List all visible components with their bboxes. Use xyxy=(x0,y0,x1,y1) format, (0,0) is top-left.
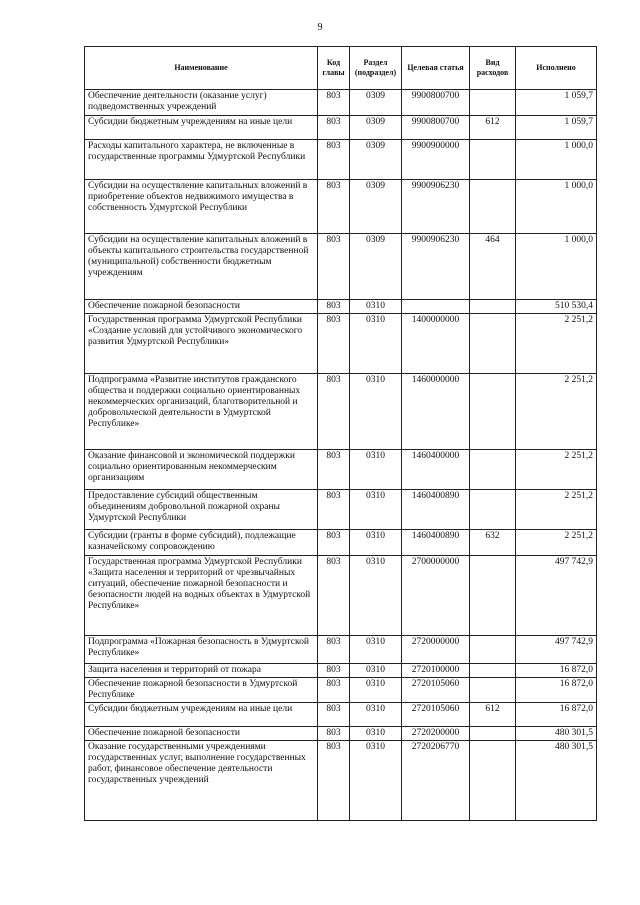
row-name: Государственная программа Удмуртской Республики «Создание условий для устойчивого экономического развития Удмуртской Республики» xyxy=(85,314,318,374)
table-row xyxy=(85,727,597,741)
row-code: 803 xyxy=(318,664,350,678)
row-section: 0309 xyxy=(350,140,402,180)
row-target: 1460400890 xyxy=(402,530,470,556)
table-row xyxy=(85,490,597,530)
row-amount: 1 059,7 xyxy=(516,116,597,140)
row-type xyxy=(470,556,516,636)
table-row xyxy=(85,314,597,374)
row-name: Подпрограмма «Развитие институтов гражданского общества и поддержки социально ориентированных некоммерческих организаций, благотворительной и добровольческой деятельности в Удмуртской Республике» xyxy=(85,374,318,450)
row-name: Обеспечение пожарной безопасности в Удмуртской Республике xyxy=(85,678,318,703)
row-target: 2720206770 xyxy=(402,741,470,821)
row-target: 2720100000 xyxy=(402,664,470,678)
row-amount: 1 000,0 xyxy=(516,140,597,180)
header-code: Код главы xyxy=(318,47,350,90)
row-amount: 2 251,2 xyxy=(516,490,597,530)
row-section: 0310 xyxy=(350,703,402,727)
row-target: 9900906230 xyxy=(402,234,470,300)
row-section: 0309 xyxy=(350,234,402,300)
row-target: 2720105060 xyxy=(402,703,470,727)
row-section: 0310 xyxy=(350,490,402,530)
table-row xyxy=(85,556,597,636)
row-type xyxy=(470,636,516,664)
row-code: 803 xyxy=(318,300,350,314)
row-type: 632 xyxy=(470,530,516,556)
table-row xyxy=(85,664,597,678)
row-name: Обеспечение деятельности (оказание услуг) подведомственных учреждений xyxy=(85,90,318,116)
row-type xyxy=(470,490,516,530)
table-row xyxy=(85,678,597,703)
table-row xyxy=(85,90,597,116)
row-code: 803 xyxy=(318,530,350,556)
row-target: 9900906230 xyxy=(402,180,470,234)
table-row xyxy=(85,300,597,314)
row-type xyxy=(470,664,516,678)
row-name: Расходы капитального характера, не включенные в государственные программы Удмуртской Республики xyxy=(85,140,318,180)
row-type xyxy=(470,450,516,490)
row-type xyxy=(470,140,516,180)
table-row xyxy=(85,116,597,140)
row-code: 803 xyxy=(318,140,350,180)
row-section: 0310 xyxy=(350,450,402,490)
row-type xyxy=(470,374,516,450)
row-code: 803 xyxy=(318,374,350,450)
row-name: Субсидии бюджетным учреждениям на иные цели xyxy=(85,116,318,140)
row-amount: 510 530,4 xyxy=(516,300,597,314)
row-amount: 480 301,5 xyxy=(516,741,597,821)
row-target: 2720200000 xyxy=(402,727,470,741)
row-type: 612 xyxy=(470,116,516,140)
row-code: 803 xyxy=(318,116,350,140)
row-amount: 16 872,0 xyxy=(516,664,597,678)
row-code: 803 xyxy=(318,180,350,234)
table-row xyxy=(85,703,597,727)
row-amount: 1 000,0 xyxy=(516,180,597,234)
row-target: 2700000000 xyxy=(402,556,470,636)
row-type xyxy=(470,180,516,234)
table-row xyxy=(85,741,597,821)
row-name: Подпрограмма «Пожарная безопасность в Удмуртской Республике» xyxy=(85,636,318,664)
row-code: 803 xyxy=(318,314,350,374)
row-amount: 2 251,2 xyxy=(516,450,597,490)
row-name: Обеспечение пожарной безопасности xyxy=(85,727,318,741)
row-target: 1400000000 xyxy=(402,314,470,374)
row-section: 0310 xyxy=(350,556,402,636)
row-name: Защита населения и территорий от пожара xyxy=(85,664,318,678)
header-done: Исполнено xyxy=(516,47,597,90)
row-name: Оказание финансовой и экономической поддержки социально ориентированным некоммерческим организациям xyxy=(85,450,318,490)
row-type xyxy=(470,314,516,374)
row-type xyxy=(470,90,516,116)
table-row xyxy=(85,234,597,300)
row-target: 1460000000 xyxy=(402,374,470,450)
row-section: 0310 xyxy=(350,678,402,703)
row-code: 803 xyxy=(318,490,350,530)
row-code: 803 xyxy=(318,741,350,821)
row-type xyxy=(470,741,516,821)
row-amount: 1 059,7 xyxy=(516,90,597,116)
row-code: 803 xyxy=(318,727,350,741)
row-section: 0310 xyxy=(350,664,402,678)
row-name: Субсидии (гранты в форме субсидий), подлежащие казначейскому сопровождению xyxy=(85,530,318,556)
table-row xyxy=(85,530,597,556)
row-code: 803 xyxy=(318,556,350,636)
row-target: 1460400000 xyxy=(402,450,470,490)
table-row xyxy=(85,450,597,490)
row-code: 803 xyxy=(318,90,350,116)
header-name: Наименование xyxy=(85,47,318,90)
header-target: Целевая статья xyxy=(402,47,470,90)
table-row xyxy=(85,636,597,664)
row-amount: 1 000,0 xyxy=(516,234,597,300)
row-type: 612 xyxy=(470,703,516,727)
row-name: Субсидии на осуществление капитальных вложений в объекты капитального строительства государственной (муниципальной) собственности бюджетным учреждениям xyxy=(85,234,318,300)
row-amount: 16 872,0 xyxy=(516,703,597,727)
page-number: 9 xyxy=(317,22,323,33)
row-name: Субсидии бюджетным учреждениям на иные цели xyxy=(85,703,318,727)
row-amount: 497 742,9 xyxy=(516,556,597,636)
row-section: 0309 xyxy=(350,180,402,234)
row-section: 0310 xyxy=(350,636,402,664)
row-amount: 480 301,5 xyxy=(516,727,597,741)
row-target: 9900800700 xyxy=(402,90,470,116)
row-section: 0310 xyxy=(350,530,402,556)
row-target: 9900900000 xyxy=(402,140,470,180)
row-section: 0309 xyxy=(350,90,402,116)
row-target xyxy=(402,300,470,314)
table-row xyxy=(85,180,597,234)
row-code: 803 xyxy=(318,703,350,727)
row-target: 1460400890 xyxy=(402,490,470,530)
row-target: 2720105060 xyxy=(402,678,470,703)
row-amount: 16 872,0 xyxy=(516,678,597,703)
row-name: Субсидии на осуществление капитальных вложений в приобретение объектов недвижимого имущества в собственность Удмуртской Республики xyxy=(85,180,318,234)
table-header-row xyxy=(85,47,597,90)
table-row xyxy=(85,374,597,450)
header-section: Раздел (подраздел) xyxy=(350,47,402,90)
row-code: 803 xyxy=(318,636,350,664)
row-code: 803 xyxy=(318,450,350,490)
row-type xyxy=(470,727,516,741)
row-name: Оказание государственными учреждениями государственных услуг, выполнение государственных работ, финансовое обеспечение деятельности государственных учреждений xyxy=(85,741,318,821)
header-type: Вид расходов xyxy=(470,47,516,90)
row-section: 0310 xyxy=(350,727,402,741)
row-code: 803 xyxy=(318,234,350,300)
row-name: Обеспечение пожарной безопасности xyxy=(85,300,318,314)
row-target: 9900800700 xyxy=(402,116,470,140)
row-name: Предоставление субсидий общественным объединениям добровольной пожарной охраны Удмуртской Республики xyxy=(85,490,318,530)
budget-execution-table xyxy=(84,46,597,821)
row-section: 0310 xyxy=(350,374,402,450)
row-amount: 497 742,9 xyxy=(516,636,597,664)
row-code: 803 xyxy=(318,678,350,703)
row-section: 0310 xyxy=(350,300,402,314)
row-amount: 2 251,2 xyxy=(516,530,597,556)
row-section: 0309 xyxy=(350,116,402,140)
row-target: 2720000000 xyxy=(402,636,470,664)
row-type: 464 xyxy=(470,234,516,300)
row-amount: 2 251,2 xyxy=(516,314,597,374)
row-amount: 2 251,2 xyxy=(516,374,597,450)
row-section: 0310 xyxy=(350,741,402,821)
row-section: 0310 xyxy=(350,314,402,374)
row-type xyxy=(470,678,516,703)
row-type xyxy=(470,300,516,314)
table-row xyxy=(85,140,597,180)
row-name: Государственная программа Удмуртской Республики «Защита населения и территорий от чрезвычайных ситуаций, обеспечение пожарной безопасности и безопасности людей на водных объектах в Удмуртской Республике» xyxy=(85,556,318,636)
